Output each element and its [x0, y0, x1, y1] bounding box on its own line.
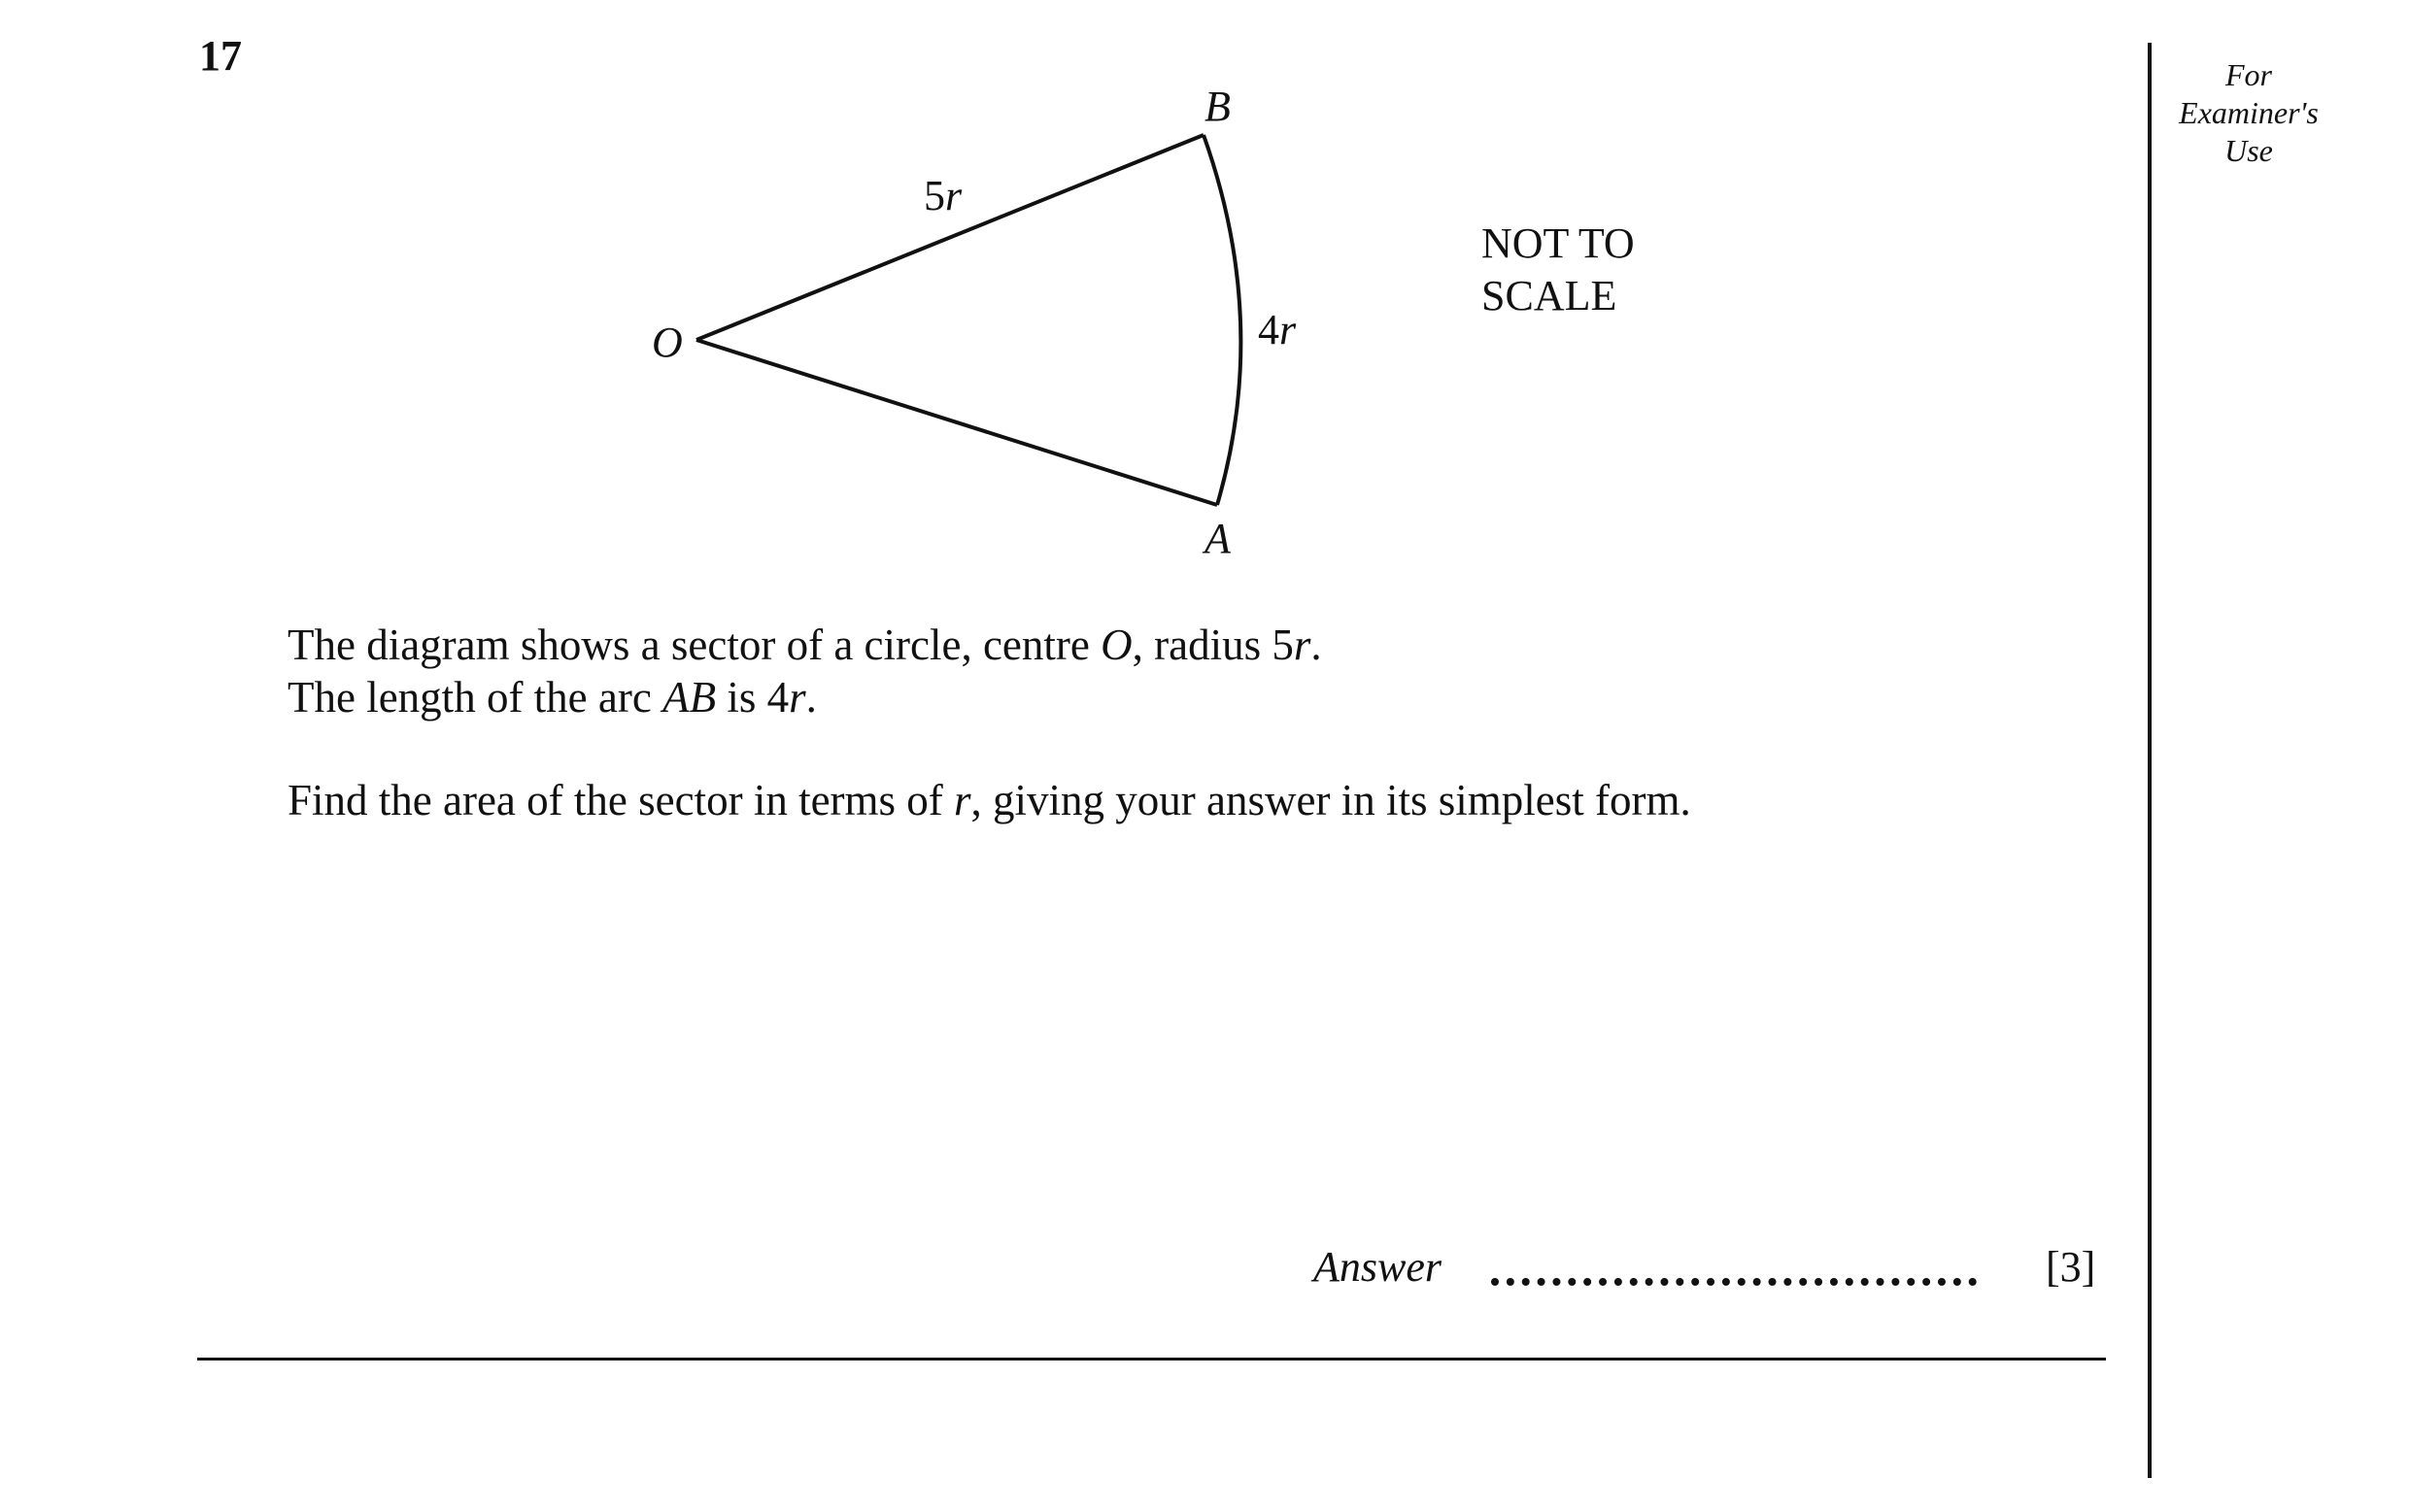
label-arc [1258, 306, 1297, 353]
stem-line-2-text-b: is 4 [716, 673, 790, 722]
stem-line-1-var-r: r [1293, 621, 1311, 669]
label-o: O [652, 319, 683, 366]
label-variable-r: r [1279, 306, 1297, 353]
stem-line-1-text-c: . [1310, 621, 1322, 669]
task-text-a: Find the area of the sector in terms of [288, 776, 955, 824]
stem-line-1 [288, 619, 1322, 671]
task-instruction [288, 774, 1691, 826]
radius-ob [696, 135, 1204, 340]
not-to-scale-line-1: NOT TO [1481, 219, 1635, 267]
question-number: 17 [199, 32, 242, 80]
not-to-scale-line-2: SCALE [1481, 272, 1617, 319]
stem-line-2 [288, 671, 817, 723]
answer-line[interactable] [1491, 1278, 1977, 1286]
label-variable-r: r [945, 172, 963, 219]
label-a: A [1204, 515, 1231, 562]
stem-line-1-text-b: , radius 5 [1132, 621, 1294, 669]
answer-label: Answer [1313, 1243, 1442, 1291]
not-to-scale-note [1481, 218, 1635, 322]
stem-line-2-var-r: r [789, 673, 806, 722]
examiner-line-1: For [2225, 57, 2272, 92]
task-var-r: r [954, 776, 971, 824]
radius-oa [696, 340, 1217, 505]
stem-line-2-text-c: . [805, 673, 817, 722]
question-divider [197, 1358, 2106, 1361]
arc-ab [1204, 135, 1240, 505]
stem-line-1-var-o: O [1101, 621, 1133, 669]
marks-indicator: [3] [2046, 1243, 2096, 1291]
label-radius-text: 5 [924, 172, 945, 219]
examiner-line-3: Use [2224, 133, 2273, 168]
label-arc-text: 4 [1258, 306, 1279, 353]
stem-line-2-text-a: The length of the arc [288, 673, 663, 722]
examiner-line-2: Examiner's [2179, 95, 2319, 130]
label-b: B [1204, 83, 1231, 130]
stem-line-1-text-a: The diagram shows a sector of a circle, centre [288, 621, 1102, 669]
label-radius [924, 172, 963, 219]
stem-line-2-var-ab: AB [662, 673, 717, 722]
task-text-b: , giving your answer in its simplest form. [970, 776, 1691, 824]
